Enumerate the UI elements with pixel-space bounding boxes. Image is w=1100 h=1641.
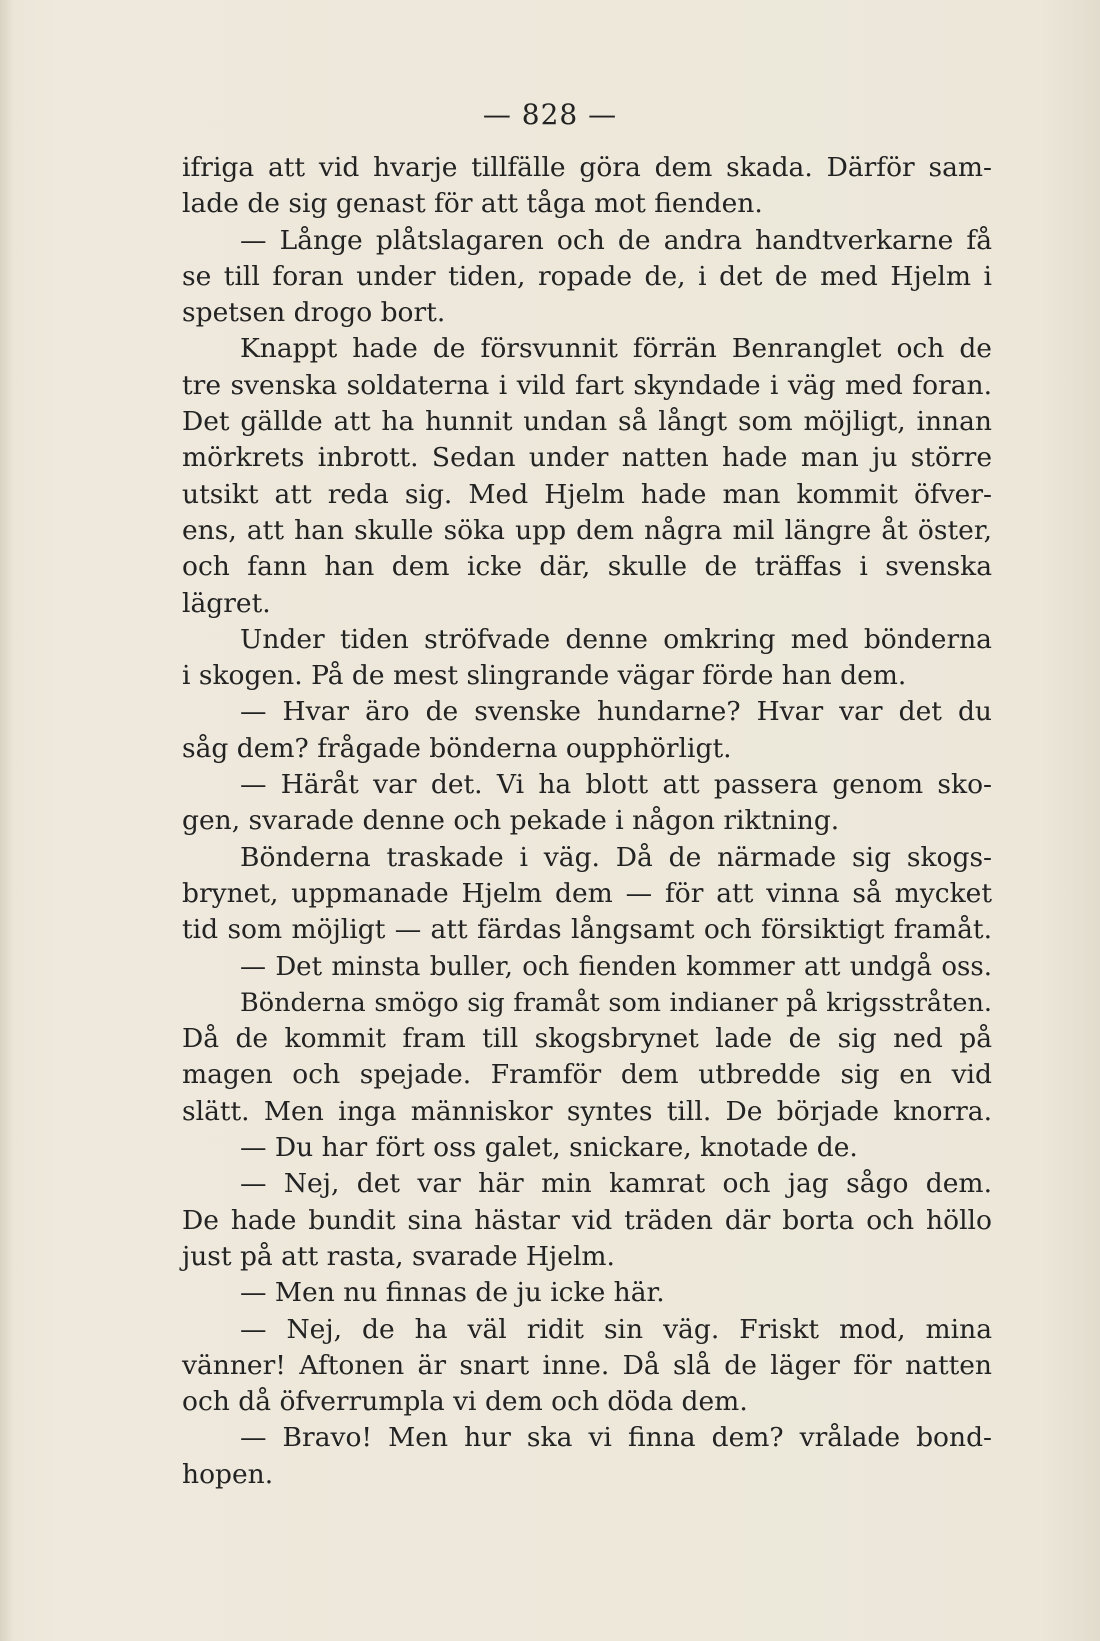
- text-line: De hade bundit sina hästar vid träden där borta och höllo: [182, 1204, 992, 1236]
- text-line: Då de kommit fram till skogsbrynet lade de sig ned på: [182, 1023, 992, 1055]
- text-line: och fann han dem icke där, skulle de träffas i svenska: [182, 551, 992, 583]
- text-line: Knappt hade de försvunnit förrän Benranglet och de: [240, 333, 992, 365]
- text-line: ens, att han skulle söka upp dem några mil längre åt öster,: [182, 514, 992, 546]
- text-line: se till foran under tiden, ropade de, i det de med Hjelm i: [182, 260, 992, 292]
- text-line: Under tiden ströfvade denne omkring med bönderna: [240, 623, 992, 655]
- text-line: — Det minsta buller, och fienden kommer att undgå oss.: [240, 951, 992, 982]
- text-line: Bönderna traskade i väg. Då de närmade sig skogs-: [240, 841, 992, 873]
- text-line: — Långe plåtslagaren och de andra handtverkarne få: [240, 224, 992, 256]
- text-line: Det gällde att ha hunnit undan så långt som möjligt, innan: [182, 406, 992, 438]
- text-line: Bönderna smögo sig framåt som indianer på krigsstråten.: [240, 987, 992, 1018]
- text-line: vänner! Aftonen är snart inne. Då slå de läger för natten: [182, 1349, 992, 1381]
- text-line: — Hvar äro de svenske hundarne? Hvar var det du: [240, 696, 992, 728]
- text-line: lägret.: [182, 587, 271, 619]
- page-number: — 828 —: [482, 98, 618, 131]
- text-line: magen och spejade. Framför dem utbredde sig en vid: [182, 1059, 992, 1091]
- text-line: — Nej, det var här min kamrat och jag sågo dem.: [240, 1168, 992, 1200]
- text-line: mörkrets inbrott. Sedan under natten hade man ju större: [182, 442, 992, 474]
- text-line: utsikt att reda sig. Med Hjelm hade man kommit öfver-: [182, 478, 992, 510]
- text-line: — Men nu finnas de ju icke här.: [240, 1277, 665, 1309]
- text-line: — Bravo! Men hur ska vi finna dem? vrålade bond-: [240, 1422, 992, 1454]
- text-line: — Nej, de ha väl ridit sin väg. Friskt mod, mina: [240, 1313, 992, 1345]
- text-line: — Du har fört oss galet, snickare, knotade de.: [240, 1132, 858, 1164]
- text-line: ifriga att vid hvarje tillfälle göra dem skada. Därför sam-: [182, 152, 992, 183]
- text-line: och då öfverrumpla vi dem och döda dem.: [182, 1386, 748, 1418]
- text-line: tre svenska soldaterna i vild fart skyndade i väg med foran.: [182, 369, 992, 401]
- text-line: såg dem? frågade bönderna oupphörligt.: [182, 732, 732, 764]
- body-text: [182, 150, 992, 1493]
- text-line: gen, svarade denne och pekade i någon riktning.: [182, 805, 840, 837]
- text-line: lade de sig genast för att tåga mot fienden.: [182, 188, 763, 220]
- text-line: slätt. Men inga människor syntes till. De började knorra.: [182, 1095, 992, 1127]
- text-line: tid som möjligt — att färdas långsamt och försiktigt framåt.: [182, 914, 992, 946]
- text-line: brynet, uppmanade Hjelm dem — för att vinna så mycket: [182, 877, 992, 909]
- text-line: spetsen drogo bort.: [182, 297, 446, 329]
- text-line: just på att rasta, svarade Hjelm.: [182, 1240, 615, 1272]
- text-line: i skogen. På de mest slingrande vägar förde han dem.: [182, 660, 907, 692]
- text-line: hopen.: [182, 1458, 274, 1490]
- text-line: — Häråt var det. Vi ha blott att passera genom sko-: [240, 769, 992, 801]
